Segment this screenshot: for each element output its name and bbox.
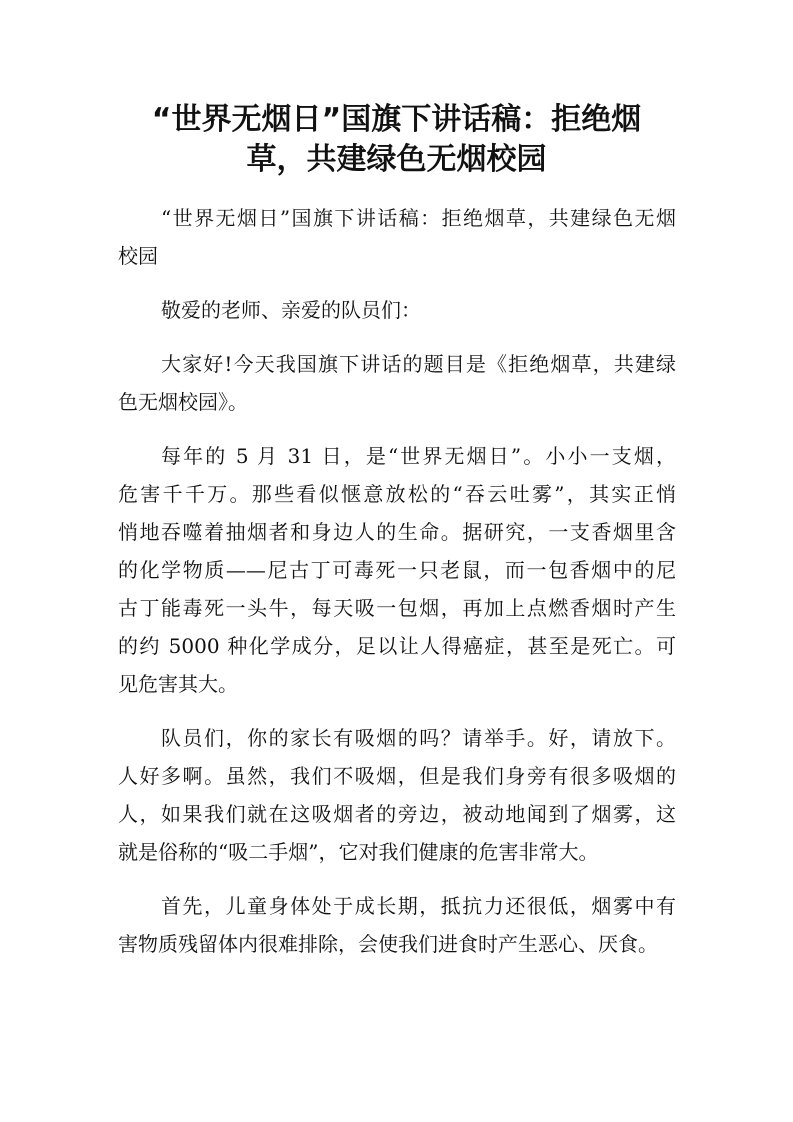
text-line: 色无烟校园》。 [118,390,248,414]
text-line: 危害千千万。那些看似惬意放松的“吞云吐雾”，其实正悄 [118,482,676,506]
text-line: 的化学物质——尼古丁可毒死一只老鼠，而一包香烟中的尼 [118,558,676,582]
text-line: 就是俗称的“吸二手烟”，它对我们健康的危害非常大。 [118,840,599,864]
text-line: 队员们，你的家长有吸烟的吗？请举手。好，请放下。 [161,726,676,750]
paragraph [118,345,676,421]
text-line: 每年的 5 月 31 日，是“世界无烟日”。小小一支烟， [161,444,676,468]
text-line: “世界无烟日”国旗下讲话稿：拒绝烟草，共建绿色无烟 [161,206,676,230]
paragraph [118,291,676,329]
document-title [100,100,693,180]
document-body [118,199,676,979]
text-line: 人，如果我们就在这吸烟者的旁边，被动地闻到了烟雾，这 [118,802,676,826]
text-line: 的约 5000 种化学成分，足以让人得癌症，甚至是死亡。可 [118,634,676,658]
paragraph [118,719,676,871]
title-line: “世界无烟日”国旗下讲话稿：拒绝烟 [151,102,642,137]
text-line: 人好多啊。虽然，我们不吸烟，但是我们身旁有很多吸烟的 [118,764,676,788]
text-line: 校园 [118,244,158,268]
paragraph [118,437,676,703]
text-line: 首先，儿童身体处于成长期，抵抗力还很低，烟雾中有 [161,894,676,918]
title-line: 草，共建绿色无烟校园 [246,142,547,177]
paragraph [118,199,676,275]
text-line: 害物质残留体内很难排除，会使我们进食时产生恶心、厌食。 [118,932,658,956]
text-line: 悄地吞噬着抽烟者和身边人的生命。据研究，一支香烟里含 [118,520,676,544]
text-line: 大家好!今天我国旗下讲话的题目是《拒绝烟草，共建绿 [161,352,676,376]
text-line: 敬爱的老师、亲爱的队员们： [161,298,421,322]
text-line: 见危害其大。 [118,672,238,696]
text-line: 古丁能毒死一头牛，每天吸一包烟，再加上点燃香烟时产生 [118,596,676,620]
paragraph [118,887,676,963]
